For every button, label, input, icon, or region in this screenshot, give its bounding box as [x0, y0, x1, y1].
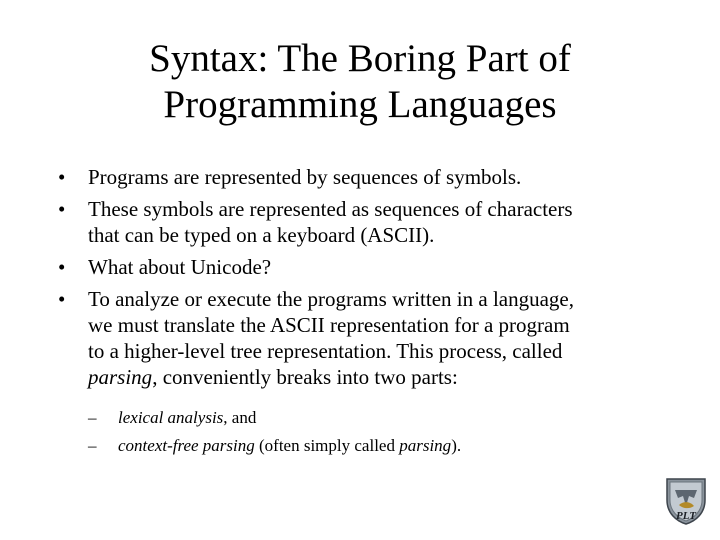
term-lexical-analysis: lexical analysis — [118, 408, 224, 427]
sub-item-text: ). — [451, 436, 462, 455]
bullet-text: , conveniently breaks into two parts: — [152, 365, 458, 389]
bullet-text: that can be typed on a keyboard (ASCII). — [88, 223, 435, 247]
title-line-1: Syntax: The Boring Part of — [149, 37, 571, 80]
bullet-text: To analyze or execute the programs written in a language, — [88, 287, 574, 311]
bullet-item — [58, 286, 678, 460]
bullet-list — [58, 164, 678, 466]
sub-item — [88, 404, 678, 432]
plt-shield-logo-icon — [663, 476, 709, 526]
sub-item-text: (often simply called — [254, 436, 400, 455]
slide-title — [0, 36, 720, 128]
bullet-symbol: • — [58, 287, 66, 311]
bullet-item — [58, 164, 678, 190]
bullet-text: What about Unicode? — [88, 255, 272, 279]
dash-symbol: – — [88, 408, 97, 427]
term-parsing: parsing — [399, 436, 452, 455]
logo-text: PLT — [676, 510, 696, 522]
term-context-free-parsing: context-free parsing — [118, 436, 255, 455]
dash-symbol: – — [88, 436, 97, 455]
bullet-item — [58, 196, 678, 248]
bullet-symbol: • — [58, 197, 66, 221]
bullet-text: we must translate the ASCII representation for a program — [88, 313, 570, 337]
bullet-text: These symbols are represented as sequences of characters — [88, 197, 573, 221]
bullet-text-last-line — [88, 364, 678, 390]
sub-item — [88, 432, 678, 460]
bullet-item — [58, 254, 678, 280]
bullet-text: to a higher-level tree representation. This process, called — [88, 339, 563, 363]
sub-list — [88, 404, 678, 460]
sub-item-text: , and — [223, 408, 257, 427]
term-parsing: parsing — [88, 365, 153, 389]
bullet-symbol: • — [58, 255, 66, 279]
bullet-symbol: • — [58, 165, 66, 189]
bullet-text: Programs are represented by sequences of symbols. — [88, 165, 522, 189]
title-line-2: Programming Languages — [163, 83, 557, 126]
